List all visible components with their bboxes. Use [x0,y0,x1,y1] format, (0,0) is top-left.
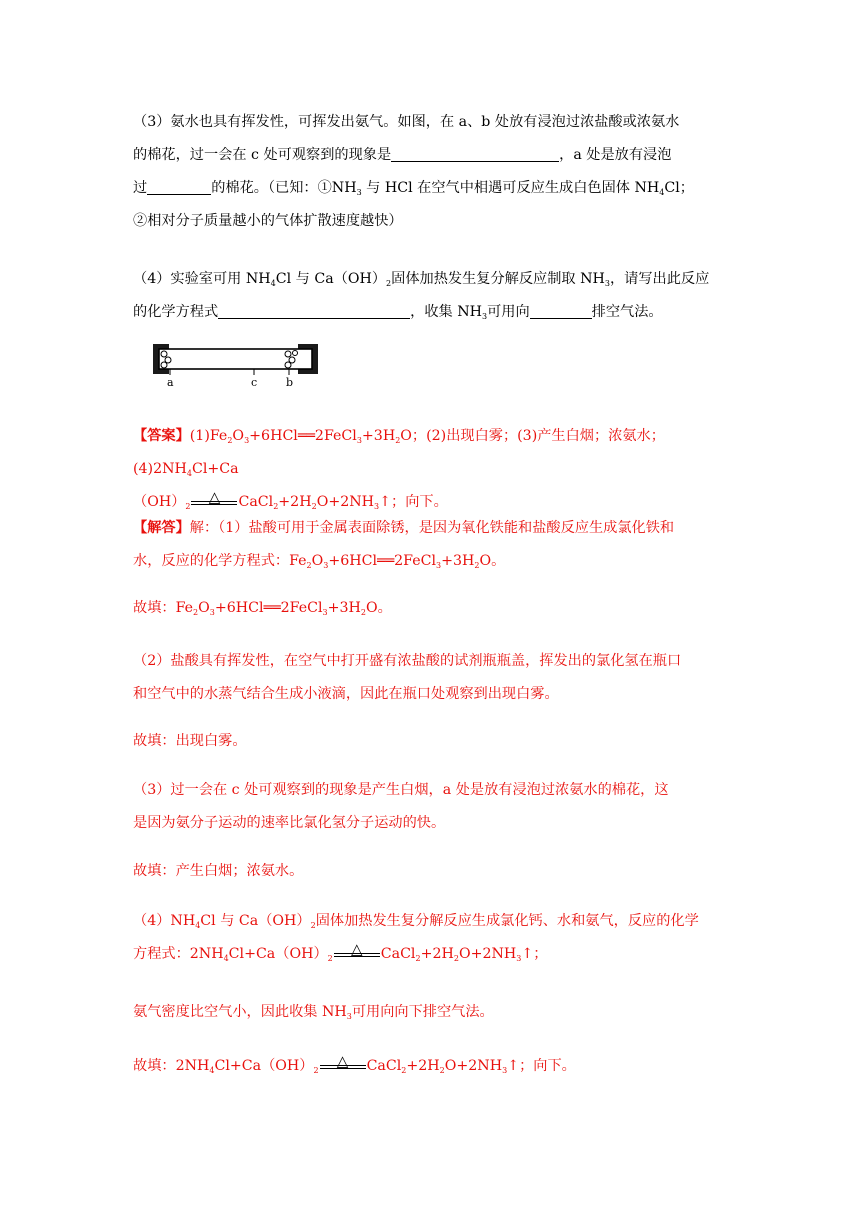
solution-text: Cl+Ca（OH） [228,946,328,962]
solution-text: O+2NH [444,1058,503,1074]
q4-line-2 [133,296,733,329]
answer-block [133,420,733,519]
fill-2-line [133,725,733,758]
fill-4-line [133,1050,733,1083]
glass-tube-diagram [152,340,322,388]
solution-text: ↑； [521,946,548,962]
subscript: 3 [356,436,362,445]
subscript: 3 [209,608,215,617]
solution-text: Cl 与 Ca（OH） [200,913,311,929]
fill-4 [133,1050,733,1083]
solution-text: 故填：Fe [133,600,194,616]
delta-symbol: △ [350,940,363,958]
q3-line-1 [133,106,733,139]
q3-text-3d: 与 HCl 在空气中相遇可反应生成白色固体 NH [361,180,660,196]
subscript: 3 [482,312,488,321]
answer-text: Cl+Ca [192,461,239,477]
fill-1-line [133,592,733,625]
q3-text-3b: 的棉花。（已知：①NH [211,180,357,196]
solution-text: CaCl [380,946,416,962]
solution-p2 [133,645,733,711]
answer-text: ↑；向下。 [379,494,448,510]
q4-text: （4）实验室可用 NH [133,271,271,287]
q4-text: 固体加热发生复分解反应制取 NH [391,271,605,287]
solution-p3 [133,774,733,840]
q4-text: 可用向 [487,304,530,320]
answer-tag: 【答案】 [133,428,190,444]
answer-blank-phenomenon[interactable] [391,145,559,162]
solution-p5 [133,996,733,1029]
solution-block [133,512,733,578]
subscript: 2 [306,561,312,570]
subscript: 2 [395,436,401,445]
answer-text: （OH） [133,494,186,510]
solution-p1-line-1 [133,512,733,545]
label-a: a [167,376,174,388]
solution-p5-line [133,996,733,1029]
solution-text: +6HCl══2FeCl [328,553,437,569]
solution-text: O [198,600,210,616]
heating-reaction-sign [320,1052,366,1073]
solution-text: +2H [420,946,454,962]
subscript: 3 [323,561,329,570]
solution-text: O [311,553,324,569]
solution-text: 方程式：2NH [133,946,224,962]
solution-p4 [133,905,733,971]
heating-reaction-sign [191,488,237,509]
solution-text: 固体加热发生复分解反应生成氯化钙、水和氨气，反应的化学 [315,913,699,929]
q4-text: 排空气法。 [591,304,663,320]
subscript: 4 [270,279,276,288]
answer-blank-equation[interactable] [218,302,410,319]
subscript: 2 [273,502,279,511]
subscript: 4 [209,1066,215,1075]
subscript: 4 [223,954,229,963]
solution-p4-line-2 [133,938,733,971]
q4-text: 的化学方程式 [133,304,219,320]
solution-text: 和空气中的水蒸气结合生成小液滴，因此在瓶口处观察到出现白雾。 [133,686,559,702]
subscript: 3 [436,561,442,570]
subscript: 4 [659,188,665,197]
solution-text: CaCl [366,1058,402,1074]
subscript: 3 [374,502,380,511]
subscript: 2 [474,561,480,570]
q3-text-1: （3）氨水也具有挥发性，可挥发出氨气。如图，在 a、b 处放有浸泡过浓盐酸或浓氨水 [133,114,680,130]
subscript: 2 [227,436,233,445]
solution-text: O+2NH [458,946,517,962]
subscript: 3 [604,279,610,288]
subscript: 2 [360,608,366,617]
answer-text: +2H [278,494,312,510]
label-b: b [286,376,294,388]
solution-text: （4）NH [133,913,196,929]
subscript: 2 [193,608,199,617]
solution-text: +6HCl══2FeCl [214,600,323,616]
answer-line-1 [133,420,733,486]
label-c: c [251,376,258,388]
answer-text: +3H [361,428,396,444]
solution-text: +3H [327,600,361,616]
solution-text: 故填：2NH [133,1058,210,1074]
subscript: 4 [195,921,201,930]
subscript: 3 [502,1066,508,1075]
q3-line-4 [133,205,733,238]
solution-text: O。 [366,600,392,616]
fill-1 [133,592,733,625]
q3-line-2 [133,139,733,172]
q3-text-3f: Cl； [664,180,694,196]
subscript: 2 [386,279,392,288]
solution-p3-line-2 [133,807,733,840]
subscript: 3 [322,608,328,617]
delta-symbol: △ [336,1052,349,1070]
fill-3 [133,855,733,888]
solution-p3-line-1 [133,774,733,807]
subscript: 2 [311,502,317,511]
answer-text: O [232,428,245,444]
solution-text: 是因为氨分子运动的速率比氯化氢分子运动的快。 [133,815,446,831]
solution-text: O。 [479,553,506,569]
solution-text: +2H [406,1058,440,1074]
subscript: 4 [186,469,193,478]
subscript: 2 [453,954,459,963]
heating-reaction-sign [334,940,380,961]
solution-text: 水，反应的化学方程式：Fe [133,553,307,569]
fill-3-line [133,855,733,888]
solution-p4-line-1 [133,905,733,938]
solution-p2-line-2 [133,678,733,711]
q3-text-4: ②相对分子质量越小的气体扩散速度越快） [133,213,403,229]
fill-2 [133,725,733,758]
subscript: 3 [244,436,250,445]
question-4 [133,263,733,329]
q3-text-2a: 的棉花，过一会在 c 处可观察到的现象是 [133,147,392,163]
question-3 [133,106,733,238]
delta-symbol: △ [208,488,221,506]
solution-text: +3H [441,553,475,569]
subscript: 2 [439,1066,445,1075]
solution-text: ↑；向下。 [507,1058,576,1074]
solution-text: 解：（1）盐酸可用于金属表面除锈，是因为氧化铁能和盐酸反应生成氯化铁和 [189,520,675,536]
answer-text: (1)Fe [189,428,228,444]
q3-text-3a: 过 [133,180,148,196]
solution-text: （2）盐酸具有挥发性，在空气中打开盛有浓盐酸的试剂瓶瓶盖，挥发出的氯化氢在瓶口 [133,653,682,669]
answer-blank-cotton[interactable] [147,178,211,195]
answer-text: CaCl [238,494,274,510]
subscript: 3 [516,954,522,963]
q4-text: Cl 与 Ca（OH） [275,271,387,287]
q4-text: ，收集 NH [410,304,482,320]
answer-text: O；(2)出现白雾；(3)产生白烟；浓氨水；(4)2NH [133,428,665,477]
solution-text: 可用向向下排空气法。 [351,1004,494,1020]
q4-line-1 [133,263,733,296]
subscript: 2 [327,954,333,963]
solution-text: 氨气密度比空气小，因此收集 NH [133,1004,347,1020]
subscript: 2 [401,1066,407,1075]
solution-text: （3）过一会在 c 处可观察到的现象是产生白烟，a 处是放有浸泡过浓氨水的棉花，这 [133,782,669,798]
solution-p1-line-2 [133,545,733,578]
subscript: 3 [346,1012,352,1021]
subscript: 2 [415,954,421,963]
solution-text: 故填：出现白雾。 [133,733,247,749]
solution-text: 故填：产生白烟；浓氨水。 [133,863,304,879]
subscript: 3 [356,188,362,197]
subscript: 2 [185,502,191,511]
solution-text: Cl+Ca（OH） [214,1058,314,1074]
solution-p2-line-1 [133,645,733,678]
answer-blank-direction[interactable] [530,302,592,319]
q4-text: ，请写出此反应 [609,271,710,287]
answer-text: +6HCl══2FeCl [249,428,357,444]
solution-tag: 【解答】 [133,520,190,536]
subscript: 2 [310,921,316,930]
q3-text-2b: ，a 处是放有浸泡 [559,147,672,163]
q3-line-3 [133,172,733,205]
subscript: 2 [313,1066,319,1075]
answer-text: O+2NH [316,494,375,510]
